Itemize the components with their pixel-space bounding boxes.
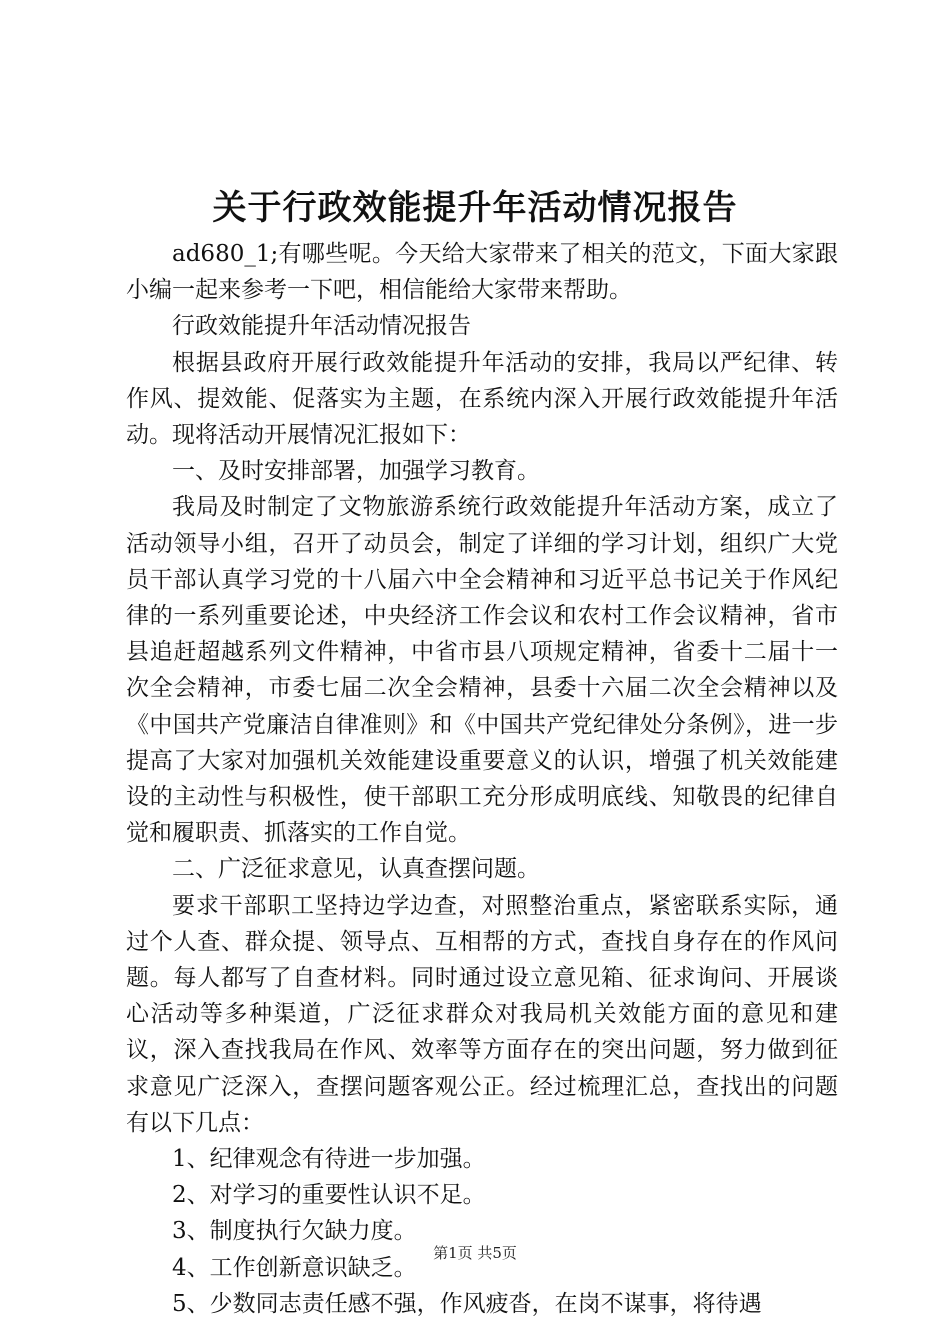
list-item-1: 1、纪律观念有待进一步加强。 xyxy=(172,1146,486,1173)
list-item-2: 2、对学习的重要性认识不足。 xyxy=(172,1182,486,1209)
paragraph-intro: ad680_1;有哪些呢。今天给大家带来了相关的范文，下面大家跟小编一起来参考一下吧，相信能给大家带来帮助。 xyxy=(126,241,838,304)
section-heading-2: 二、广泛征求意见，认真查摆问题。 xyxy=(172,856,540,883)
section-heading-1: 一、及时安排部署，加强学习教育。 xyxy=(172,458,540,485)
document-title: 关于行政效能提升年活动情况报告 xyxy=(212,188,738,228)
list-item-4: 4、工作创新意识缺乏。 xyxy=(172,1254,417,1281)
list-item-3: 3、制度执行欠缺力度。 xyxy=(172,1218,417,1245)
document-body xyxy=(126,236,838,1322)
paragraph-section-1: 我局及时制定了文物旅游系统行政效能提升年活动方案，成立了活动领导小组，召开了动员会，制定了详细的学习计划，组织广大党员干部认真学习党的十八届六中全会精神和习近平总书记关于作风纪律的一系列重要论述，中央经济工作会议和农村工作会议精神，省市县追赶超越系列文件精神，中省市县八项规定精神，省委十二届十一次全会精神，市委七届二次全会精神，县委十六届二次全会精神以及《中国共产党廉洁自律准则》和《中国共产党纪律处分条例》，进一步提高了大家对加强机关效能建设重要意义的认识，增强了机关效能建设的主动性与积极性，使干部职工充分形成明底线、知敬畏的纪律自觉和履职责、抓落实的工作自觉。 xyxy=(126,494,838,847)
page-footer: 第1页 共5页 xyxy=(433,1244,517,1262)
paragraph-subtitle: 行政效能提升年活动情况报告 xyxy=(172,313,471,340)
list-item-5: 5、少数同志责任感不强，作风疲沓，在岗不谋事，将待遇 xyxy=(172,1290,762,1317)
paragraph-overview: 根据县政府开展行政效能提升年活动的安排，我局以严纪律、转作风、提效能、促落实为主题，在系统内深入开展行政效能提升年活动。现将活动开展情况汇报如下： xyxy=(126,349,838,449)
paragraph-section-2: 要求干部职工坚持边学边查，对照整治重点，紧密联系实际，通过个人查、群众提、领导点、互相帮的方式，查找自身存在的作风问题。每人都写了自查材料。同时通过设立意见箱、征求询问、开展谈心活动等多种渠道，广泛征求群众对我局机关效能方面的意见和建议，深入查找我局在作风、效率等方面存在的突出问题，努力做到征求意见广泛深入，查摆问题客观公正。经过梳理汇总，查找出的问题有以下几点： xyxy=(126,892,838,1136)
